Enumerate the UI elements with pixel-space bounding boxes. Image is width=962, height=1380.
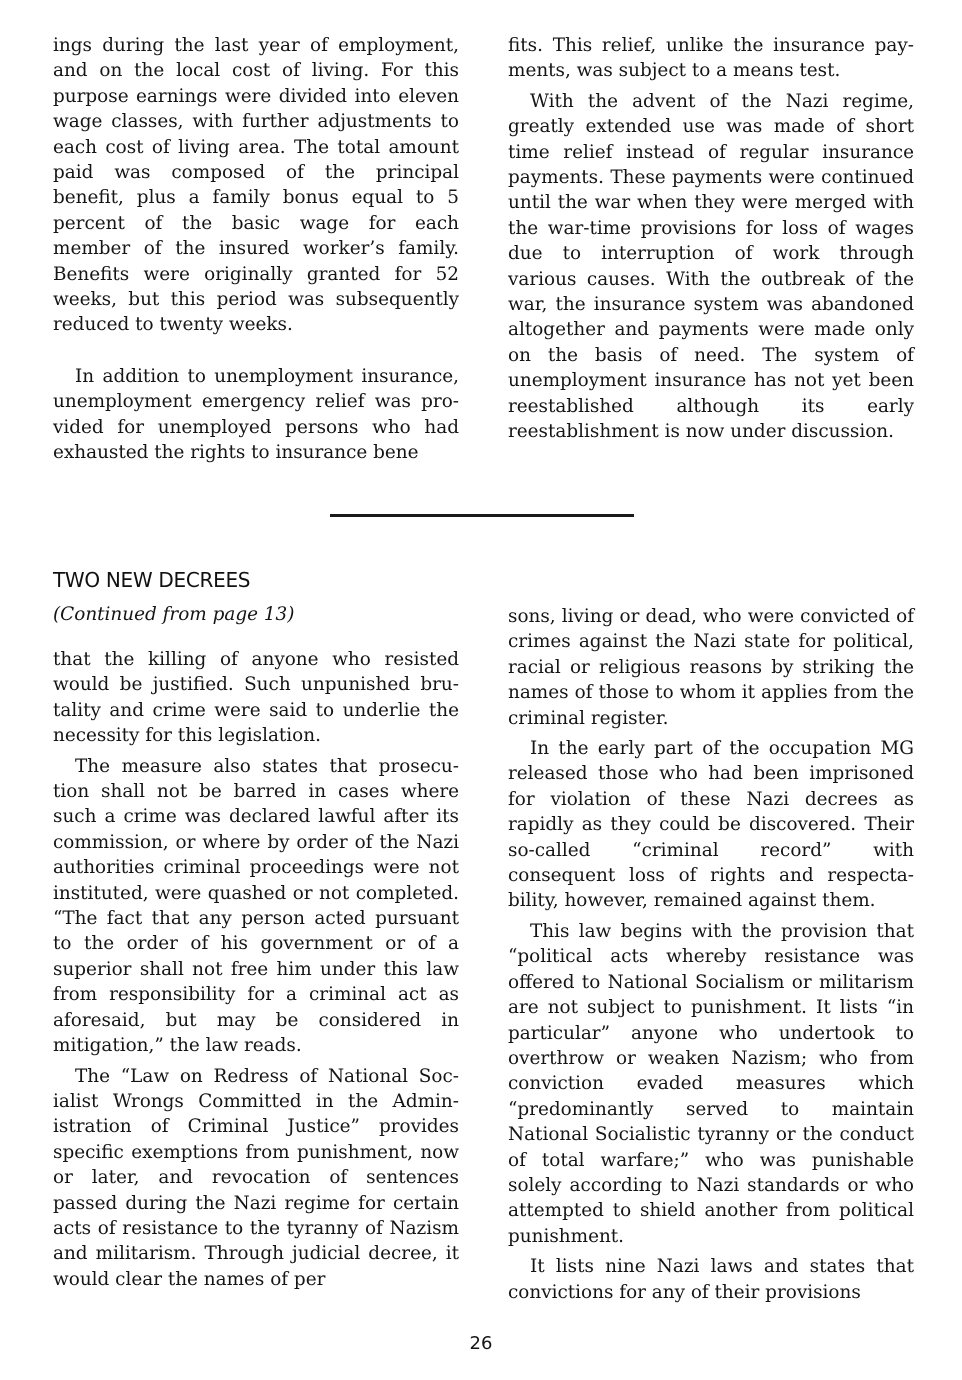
- article-title: TWO NEW DECREES: [53, 568, 251, 592]
- paragraph: The “Law on Redress of National Socialist Wrongs Committed in the Administration of Criminal Justice” provides specific exemptions from punishment, now or later, and revocation of sentences passed during the Nazi regime for certain acts of resistance to the tyranny of Nazism and militarism. Through judicial decree, it would clear the names of per: [53, 1065, 459, 1290]
- paragraph: The measure also states that prosecution shall not be barred in cases where such a crime was declared lawful after its commission, or where by order of the Nazi authorities criminal proceedings were not instituted, were quashed or not completed. “The fact that any person acted pursuant to the order of his government or of a superior shall not free him under this law from responsibility for a criminal act as aforesaid, but may be considered in mitigation,” the law reads.: [53, 755, 459, 1057]
- article-left-column: [53, 647, 459, 1292]
- continued-note: (Continued from page 13): [53, 604, 295, 625]
- page-number: 26: [469, 1333, 493, 1354]
- paragraph: It lists nine Nazi laws and states that convictions for any of their provisions: [508, 1256, 914, 1303]
- paragraph: This law begins with the provision that “political acts whereby resistance was offered to National Socialism or militarism are not subject to punishment. It lists “in particular” anyone who undertook to overthrow or weaken Nazism; who from conviction evaded measures which “predominantly served to maintain National Socialistic tyranny or the conduct of total warfare;” who was punishable solely according to Nazi standards or who attempted to shield another from political punishment.: [508, 920, 914, 1247]
- top-left-column: [53, 33, 459, 466]
- article-right-column: [508, 604, 914, 1305]
- top-right-column: [508, 33, 914, 445]
- paragraph: fits. This relief, unlike the insurance payments, was subject to a means test.: [508, 35, 914, 82]
- paragraph: ings during the last year of employment, and on the local cost of living. For this purpose earnings were divided into eleven wage classes, with further adjustments to each cost of living area. The total amount paid was composed of the principal benefit, plus a family bonus equal to 5 percent of the basic wage for each member of the insured worker’s family. Benefits were originally granted for 52 weeks, but this period was subsequently reduced to twenty weeks.: [53, 35, 459, 336]
- section-divider: [330, 514, 634, 517]
- paragraph: sons, living or dead, who were convicted of crimes against the Nazi state for political, racial or religious reasons by striking the names of those to whom it applies from the criminal register.: [508, 606, 914, 729]
- paragraph: that the killing of anyone who resisted would be justified. Such unpunished brutality and crime were said to underlie the necessity for this legislation.: [53, 649, 459, 747]
- paragraph: With the advent of the Nazi regime, greatly extended use was made of short time relief instead of regular insurance payments. These payments were continued until the war when they were merged with the war-time provisions for loss of wages due to interruption of work through various causes. With the outbreak of the war, the insurance system was abandoned altogether and payments were made only on the basis of need. The system of unemployment insurance has not yet been reestablished although its early reestablishment is now under discussion.: [508, 90, 914, 443]
- paragraph: In the early part of the occupation MG released those who had been imprisoned for violation of these Nazi decrees as rapidly as they could be discovered. Their so-called “criminal record” with consequent loss of rights and respectability, however, remained against them.: [508, 738, 914, 912]
- paragraph: In addition to unemployment insurance, unemployment emergency relief was provided for unemployed persons who had exhausted the rights to insurance bene: [53, 365, 459, 464]
